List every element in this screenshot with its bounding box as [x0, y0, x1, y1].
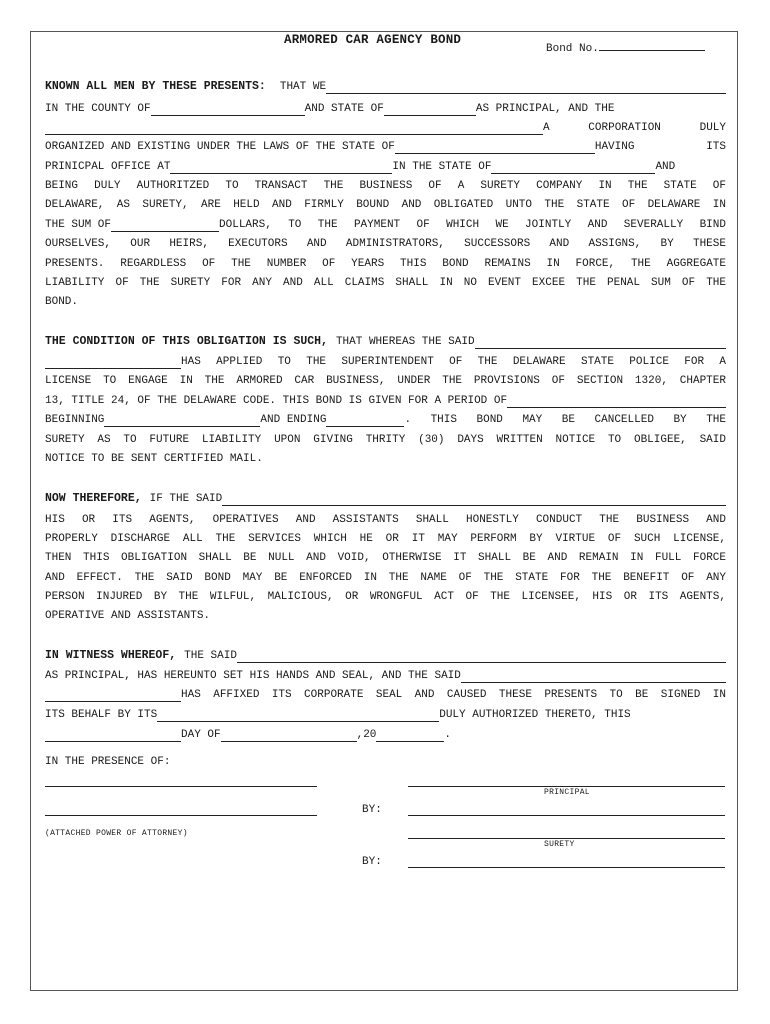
p4-text: . [444, 729, 452, 741]
p4-text: ITS BEHALF BY ITS [45, 709, 158, 721]
p1-line-5 [45, 160, 726, 174]
bond-number-field[interactable] [546, 38, 705, 55]
witness-surety-blank[interactable] [461, 670, 726, 683]
attached-poa-label: (ATTACHED POWER OF ATTORNEY) [45, 829, 188, 838]
p2-text: 13, TITLE 24, OF THE DELAWARE CODE. THIS BOND IS GIVEN FOR A PERIOD OF [45, 395, 508, 407]
p1-line-10: PRESENTS. REGARDLESS OF THE NUMBER OF YEARS THIS BOND REMAINS IN FORCE, THE AGGREGATE [45, 258, 726, 270]
surety-signature-line[interactable] [408, 838, 725, 839]
beginning-date-blank[interactable] [104, 414, 260, 427]
p1-line-6: BEING DULY AUTHORITZED TO TRANSACT THE BUSINESS OF A SURETY COMPANY IN THE STATE OF [45, 180, 726, 192]
principal-by-line[interactable] [408, 815, 725, 816]
surety-label: SURETY [544, 840, 575, 849]
applicant-name-blank[interactable] [475, 336, 726, 349]
day-blank[interactable] [45, 729, 181, 742]
p2-heading: THE CONDITION OF THIS OBLIGATION IS SUCH, [45, 335, 328, 348]
p4-line-4 [45, 708, 726, 722]
p1-line-9: OURSELVES, OUR HEIRS, EXECUTORS AND ADMINISTRATORS, SUCCESSORS AND ASSIGNS, BY THESE [45, 238, 726, 250]
p1-line-3 [45, 121, 726, 135]
period-blank[interactable] [507, 395, 726, 408]
p1-line-2 [45, 102, 726, 116]
p3-line-4: THEN THIS OBLIGATION SHALL BE NULL AND VOID, OTHERWISE IT SHALL BE AND REMAIN IN FULL FORCE [45, 552, 726, 564]
p4-line-1 [45, 649, 726, 663]
incorporation-state-blank[interactable] [395, 141, 595, 154]
p1-line-11: LIABILITY OF THE SURETY FOR ANY AND ALL CLAIMS SHALL IN NO EVENT EXCEE THE PENAL SUM OF THE [45, 277, 726, 289]
licensee-name-blank[interactable] [222, 493, 726, 506]
p2-text: HAS APPLIED TO THE SUPERINTENDENT OF THE DELAWARE STATE POLICE FOR A [181, 356, 726, 368]
p1-text: ORGANIZED AND EXISTING UNDER THE LAWS OF THE STATE OF [45, 141, 395, 153]
p2-text: . THIS BOND MAY BE CANCELLED BY THE [404, 414, 726, 426]
p3-line-7: OPERATIVE AND ASSISTANTS. [45, 610, 211, 622]
office-state-blank[interactable] [491, 161, 655, 174]
p2-line-2 [45, 355, 726, 369]
p1-text: THE SUM OF [45, 219, 112, 231]
principal-label: PRINCIPAL [544, 788, 590, 797]
witness-signature-line-2[interactable] [45, 815, 317, 816]
p1-text: IN THE COUNTY OF [45, 103, 151, 115]
p3-heading: NOW THEREFORE, [45, 492, 142, 505]
p1-text: AND [655, 161, 676, 173]
p2-line-3: LICENSE TO ENGAGE IN THE ARMORED CAR BUSINESS, UNDER THE PROVISIONS OF SECTION 1320, CHAPTER [45, 375, 726, 387]
p2-line-6: SURETY AS TO FUTURE LIABILITY UPON GIVING THRITY (30) DAYS WRITTEN NOTICE TO OBLIGEE, SAID [45, 434, 726, 446]
p1-text: HAVING ITS [594, 141, 726, 153]
p1-text: A CORPORATION DULY [543, 122, 726, 134]
p1-text: AND STATE OF [304, 103, 384, 115]
witness-signature-line-1[interactable] [45, 786, 317, 787]
p1-text: THAT WE [279, 81, 327, 93]
officer-title-blank[interactable] [157, 709, 439, 722]
p1-heading: KNOWN ALL MEN BY THESE PRESENTS: [45, 80, 266, 93]
p2-text: BEGINNING [45, 414, 105, 426]
presence-label: IN THE PRESENCE OF: [45, 756, 171, 768]
p4-text: ,20 [356, 729, 377, 741]
surety-by-line[interactable] [408, 867, 725, 868]
p1-text: DOLLARS, TO THE PAYMENT OF WHICH WE JOINTLY AND SEVERALLY BIND [219, 219, 726, 231]
form-border [30, 31, 738, 991]
p2-line-5 [45, 413, 726, 427]
p4-text: AS PRINCIPAL, HAS HEREUNTO SET HIS HANDS AND SEAL, AND THE SAID [45, 670, 461, 682]
p2-text: THAT WHEREAS THE SAID [335, 336, 475, 348]
p4-text: DULY AUTHORIZED THERETO, THIS [439, 709, 631, 721]
month-blank[interactable] [221, 729, 357, 742]
principal-name-blank[interactable] [326, 81, 726, 94]
p2-line-4 [45, 394, 726, 408]
principal-signature-line[interactable] [408, 786, 725, 787]
county-blank[interactable] [151, 103, 305, 116]
p2-text: AND ENDING [260, 414, 327, 426]
p3-line-2: HIS OR ITS AGENTS, OPERATIVES AND ASSISTANTS SHALL HONESTLY CONDUCT THE BUSINESS AND [45, 514, 726, 526]
witness-surety-cont-blank[interactable] [45, 689, 181, 702]
p4-text: HAS AFFIXED ITS CORPORATE SEAL AND CAUSED THESE PRESENTS TO BE SIGNED IN [181, 689, 726, 701]
ending-date-blank[interactable] [326, 414, 404, 427]
p4-line-2 [45, 669, 726, 683]
p1-text: IN THE STATE OF [392, 161, 492, 173]
state-blank[interactable] [384, 103, 476, 116]
p4-text: DAY OF [181, 729, 221, 741]
p1-line-8 [45, 218, 726, 232]
p2-line-7: NOTICE TO BE SENT CERTIFIED MAIL. [45, 453, 263, 465]
p3-line-6: PERSON INJURED BY THE WILFUL, MALICIOUS, OR WRONGFUL ACT OF THE LICENSEE, HIS OR ITS AGENTS, [45, 591, 726, 603]
p3-line-1 [45, 492, 726, 506]
applicant-name-cont-blank[interactable] [45, 356, 181, 369]
principal-office-blank[interactable] [170, 161, 392, 174]
p4-line-3 [45, 688, 726, 702]
p2-line-1 [45, 335, 726, 349]
by-label-2: BY: [362, 856, 382, 868]
p1-line-7: DELAWARE, AS SURETY, ARE HELD AND FIRMLY BOUND AND OBLIGATED UNTO THE STATE OF DELAWARE IN [45, 199, 726, 211]
p3-line-3: PROPERLY DISCHARGE ALL THE SERVICES WHICH HE OR IT MAY PERFORM BY VIRTUE OF SUCH LICENSE, [45, 533, 726, 545]
p1-line-12: BOND. [45, 296, 79, 308]
by-label-1: BY: [362, 804, 382, 816]
p1-line-1 [45, 80, 726, 94]
p1-text: AS PRINCIPAL, AND THE [475, 103, 615, 115]
year-blank[interactable] [376, 729, 444, 742]
p4-heading: IN WITNESS WHEREOF, [45, 649, 177, 662]
p3-text: IF THE SAID [149, 493, 223, 505]
surety-name-blank[interactable] [45, 122, 543, 135]
p3-line-5: AND EFFECT. THE SAID BOND MAY BE ENFORCED IN THE NAME OF THE STATE FOR THE BENEFIT OF ANY [45, 572, 726, 584]
bond-number-label: Bond No. [546, 43, 599, 55]
sum-blank[interactable] [111, 219, 219, 232]
p4-line-5 [45, 728, 726, 742]
form-title: ARMORED CAR AGENCY BOND [284, 33, 462, 47]
p4-text: THE SAID [184, 650, 237, 662]
p1-line-4 [45, 140, 726, 154]
p1-text: PRINICPAL OFFICE AT [45, 161, 171, 173]
bond-number-blank[interactable] [599, 38, 705, 51]
witness-principal-blank[interactable] [237, 650, 726, 663]
